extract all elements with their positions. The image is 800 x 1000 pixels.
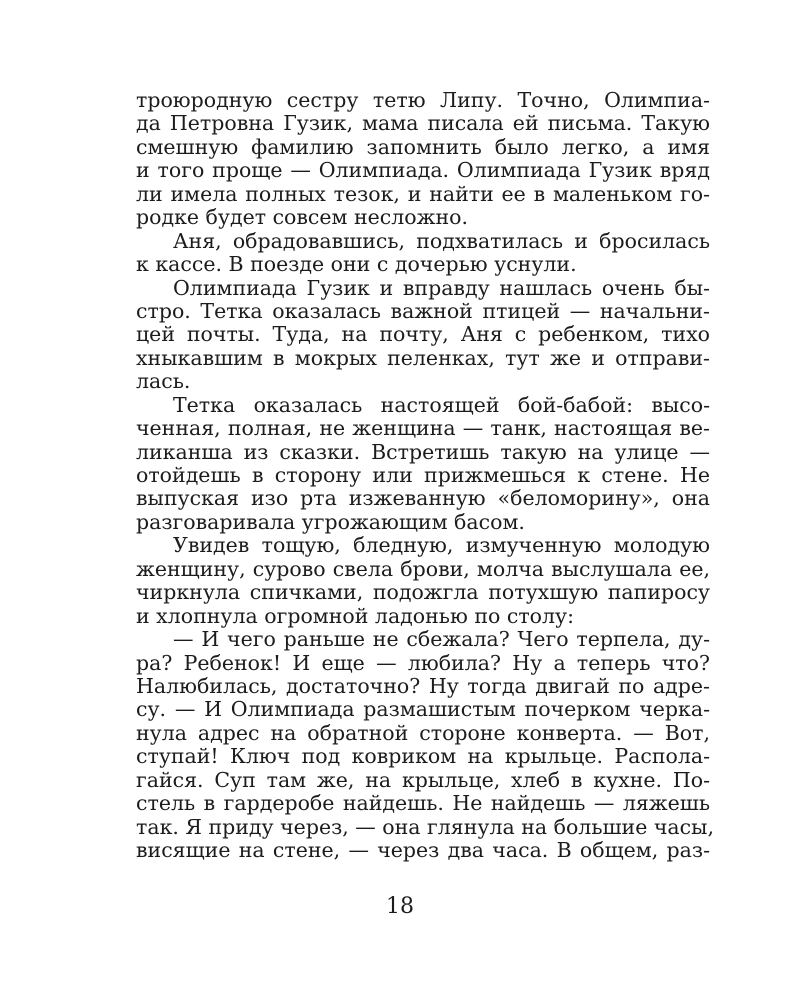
- text-line: отойдешь в сторону или прижмешься к стене. Не: [136, 463, 710, 487]
- text-line: гайся. Суп там же, на крыльце, хлеб в кухне. По-: [136, 767, 710, 792]
- text-line: и того проще — Олимпиада. Олимпиада Гузик вряд: [136, 158, 710, 183]
- text-line: разговаривала угрожающим басом.: [136, 509, 525, 534]
- text-line: лась.: [136, 369, 191, 394]
- text-line: Олимпиада Гузик и вправду нашлась очень бы-: [173, 275, 710, 300]
- text-line: Аня, обрадовавшись, подхватилась и бросилась: [173, 228, 710, 253]
- text-line: так. Я приду через, — она глянула на большие часы,: [136, 814, 714, 839]
- text-line: висящие на стене, — через два часа. В общем, раз-: [136, 838, 710, 862]
- text-line: — И чего раньше не сбежала? Чего терпела, ду-: [173, 627, 710, 652]
- text-line: к кассе. В поезде они с дочерью уснули.: [136, 252, 577, 277]
- text-line: нула адрес на обратной стороне конверта. — Вот,: [136, 720, 710, 745]
- text-line: ра? Ребенок! И еще — любила? Ну а теперь что?: [136, 650, 710, 675]
- text-line: ченная, полная, не женщина — танк, настоящая ве-: [136, 416, 710, 441]
- text-line: Налюбилась, достаточно? Ну тогда двигай по адре-: [136, 673, 710, 698]
- text-line: родке будет совсем несложно.: [136, 205, 469, 230]
- text-line: су. — И Олимпиада размашистым почерком черка-: [136, 697, 710, 722]
- text-line: стель в гардеробе найдешь. Не найдешь — ляжешь: [136, 791, 710, 816]
- text-line: и хлопнула огромной ладонью по столу:: [136, 603, 575, 628]
- text-line: Увидев тощую, бледную, измученную молодую: [173, 533, 710, 558]
- text-line: ли имела полных тезок, и найти ее в маленьком го-: [136, 181, 710, 206]
- page-number: 18: [386, 894, 414, 919]
- text-line: чиркнула спичками, подожгла потухшую папиросу: [136, 580, 710, 605]
- body-text: [136, 88, 714, 862]
- text-line: выпуская изо рта изжеванную «беломорину», она: [136, 486, 710, 511]
- text-line: цей почты. Туда, на почту, Аня с ребенком, тихо: [136, 322, 710, 347]
- text-line: Тетка оказалась настоящей бой-бабой: высо-: [173, 392, 710, 417]
- text-line: ликанша из сказки. Встретишь такую на улице —: [136, 439, 710, 464]
- text-line: ступай! Ключ под ковриком на крыльце. Распола-: [136, 744, 710, 769]
- text-line: да Петровна Гузик, мама писала ей письма. Такую: [136, 111, 710, 136]
- text-line: хныкавшим в мокрых пеленках, тут же и отправи-: [136, 345, 710, 370]
- text-line: смешную фамилию запомнить было легко, а имя: [136, 134, 710, 159]
- text-line: стро. Тетка оказалась важной птицей — начальни-: [136, 298, 710, 323]
- text-line: женщину, сурово свела брови, молча выслушала ее,: [136, 556, 710, 581]
- text-line: троюродную сестру тетю Липу. Точно, Олимпиа-: [136, 88, 710, 112]
